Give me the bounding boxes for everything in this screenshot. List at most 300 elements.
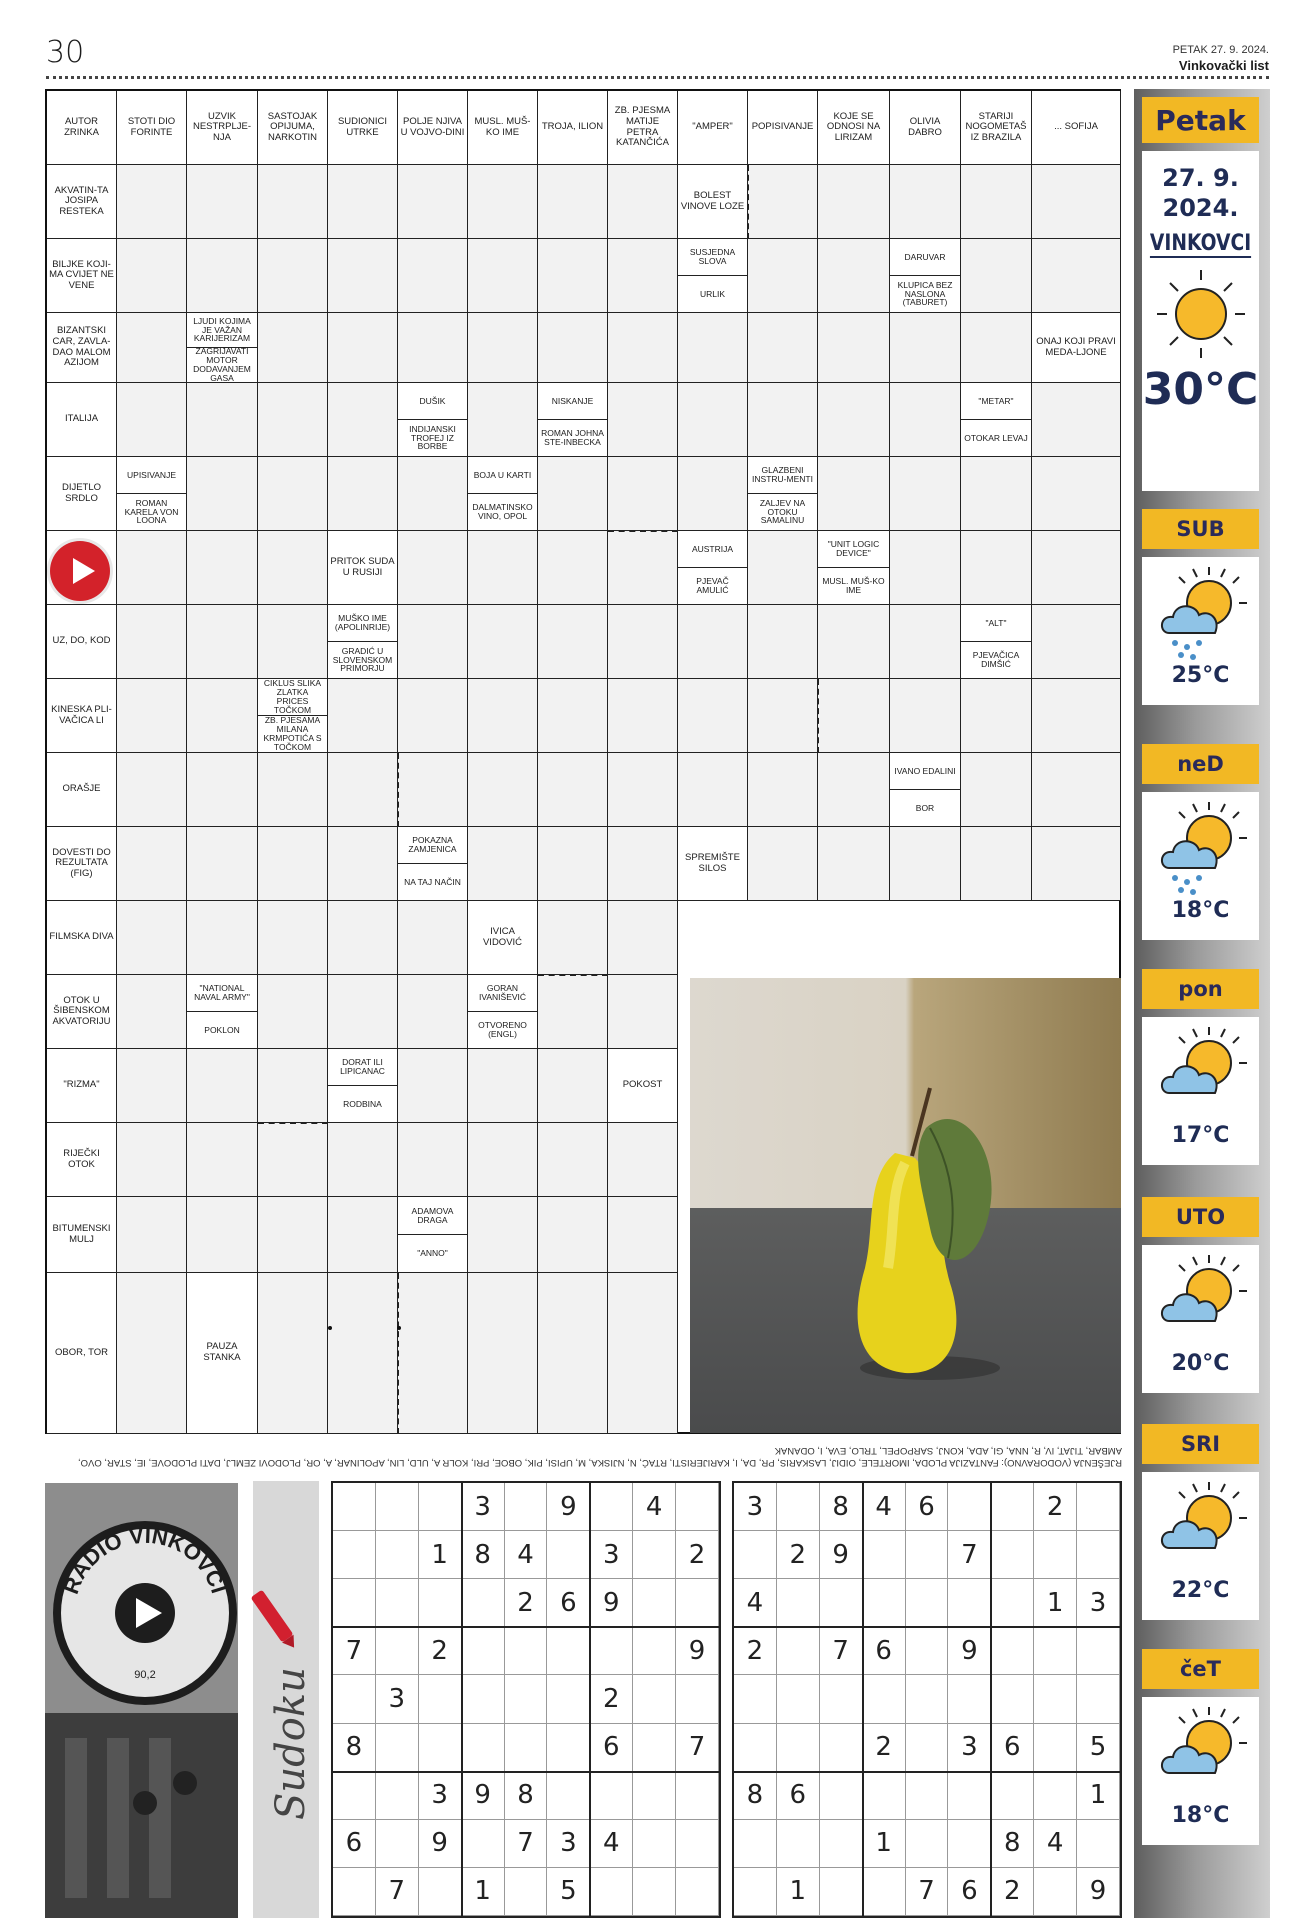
sudoku-cell[interactable] bbox=[777, 1820, 820, 1868]
answer-cell[interactable] bbox=[961, 827, 1032, 901]
sudoku-cell[interactable] bbox=[590, 1483, 633, 1531]
sudoku-cell[interactable] bbox=[462, 1627, 505, 1675]
answer-cell[interactable] bbox=[538, 165, 608, 239]
answer-cell[interactable] bbox=[818, 383, 890, 457]
sudoku-cell[interactable] bbox=[547, 1675, 590, 1723]
answer-cell[interactable] bbox=[117, 975, 187, 1049]
answer-cell[interactable] bbox=[538, 457, 608, 531]
sudoku-cell[interactable]: 1 bbox=[419, 1531, 462, 1579]
sudoku-cell[interactable] bbox=[419, 1483, 462, 1531]
answer-cell[interactable] bbox=[117, 753, 187, 827]
sudoku-cell[interactable]: 9 bbox=[820, 1531, 863, 1579]
sudoku-cell[interactable] bbox=[376, 1531, 419, 1579]
sudoku-cell[interactable] bbox=[419, 1868, 462, 1916]
answer-cell[interactable] bbox=[398, 753, 468, 827]
answer-cell[interactable] bbox=[890, 457, 961, 531]
sudoku-cell[interactable] bbox=[633, 1627, 676, 1675]
sudoku-cell[interactable]: 7 bbox=[948, 1531, 991, 1579]
sudoku-cell[interactable]: 9 bbox=[547, 1483, 590, 1531]
answer-cell[interactable] bbox=[538, 1197, 608, 1273]
sudoku-cell[interactable]: 6 bbox=[906, 1483, 949, 1531]
sudoku-cell[interactable] bbox=[777, 1724, 820, 1772]
answer-cell[interactable] bbox=[398, 1273, 468, 1434]
sudoku-cell[interactable] bbox=[547, 1724, 590, 1772]
answer-cell[interactable] bbox=[187, 239, 258, 313]
sudoku-cell[interactable] bbox=[633, 1531, 676, 1579]
answer-cell[interactable] bbox=[890, 165, 961, 239]
answer-cell[interactable] bbox=[538, 531, 608, 605]
answer-cell[interactable] bbox=[328, 313, 398, 383]
sudoku-cell[interactable] bbox=[333, 1483, 376, 1531]
answer-cell[interactable] bbox=[258, 1273, 328, 1434]
answer-cell[interactable] bbox=[468, 239, 538, 313]
answer-cell[interactable] bbox=[538, 753, 608, 827]
sudoku-cell[interactable] bbox=[505, 1868, 548, 1916]
answer-cell[interactable] bbox=[398, 239, 468, 313]
sudoku-cell[interactable] bbox=[906, 1820, 949, 1868]
answer-cell[interactable] bbox=[1032, 457, 1121, 531]
sudoku-cell[interactable]: 9 bbox=[948, 1627, 991, 1675]
sudoku-cell[interactable]: 3 bbox=[376, 1675, 419, 1723]
answer-cell[interactable] bbox=[608, 901, 678, 975]
sudoku-cell[interactable] bbox=[991, 1579, 1034, 1627]
sudoku-cell[interactable]: 1 bbox=[1077, 1772, 1120, 1820]
sudoku-cell[interactable] bbox=[590, 1627, 633, 1675]
answer-cell[interactable] bbox=[258, 605, 328, 679]
answer-cell[interactable] bbox=[187, 531, 258, 605]
sudoku-cell[interactable]: 3 bbox=[948, 1724, 991, 1772]
answer-cell[interactable] bbox=[748, 827, 818, 901]
answer-cell[interactable] bbox=[748, 165, 818, 239]
sudoku-cell[interactable] bbox=[333, 1675, 376, 1723]
sudoku-cell[interactable] bbox=[906, 1579, 949, 1627]
answer-cell[interactable] bbox=[678, 313, 748, 383]
answer-cell[interactable] bbox=[117, 827, 187, 901]
sudoku-cell[interactable] bbox=[547, 1627, 590, 1675]
answer-cell[interactable] bbox=[398, 605, 468, 679]
sudoku-cell[interactable] bbox=[820, 1772, 863, 1820]
sudoku-cell[interactable] bbox=[376, 1483, 419, 1531]
answer-cell[interactable] bbox=[818, 313, 890, 383]
sudoku-cell[interactable] bbox=[376, 1627, 419, 1675]
sudoku-cell[interactable]: 3 bbox=[547, 1820, 590, 1868]
answer-cell[interactable] bbox=[398, 1049, 468, 1123]
sudoku-cell[interactable] bbox=[676, 1675, 719, 1723]
answer-cell[interactable] bbox=[468, 313, 538, 383]
sudoku-cell[interactable] bbox=[1077, 1531, 1120, 1579]
sudoku-cell[interactable] bbox=[633, 1820, 676, 1868]
sudoku-cell[interactable]: 8 bbox=[734, 1772, 777, 1820]
sudoku-cell[interactable] bbox=[1034, 1772, 1077, 1820]
sudoku-cell[interactable]: 8 bbox=[991, 1820, 1034, 1868]
sudoku-cell[interactable] bbox=[991, 1627, 1034, 1675]
sudoku-cell[interactable]: 3 bbox=[590, 1531, 633, 1579]
answer-cell[interactable] bbox=[468, 165, 538, 239]
answer-cell[interactable] bbox=[818, 239, 890, 313]
sudoku-cell[interactable]: 1 bbox=[863, 1820, 906, 1868]
sudoku-cell[interactable] bbox=[1034, 1675, 1077, 1723]
sudoku-cell[interactable] bbox=[777, 1675, 820, 1723]
sudoku-cell[interactable] bbox=[633, 1868, 676, 1916]
sudoku-cell[interactable] bbox=[633, 1675, 676, 1723]
sudoku-cell[interactable] bbox=[676, 1868, 719, 1916]
sudoku-cell[interactable] bbox=[333, 1772, 376, 1820]
sudoku-cell[interactable] bbox=[906, 1724, 949, 1772]
sudoku-cell[interactable] bbox=[1034, 1531, 1077, 1579]
answer-cell[interactable] bbox=[1032, 605, 1121, 679]
answer-cell[interactable] bbox=[608, 1123, 678, 1197]
sudoku-cell[interactable] bbox=[820, 1724, 863, 1772]
answer-cell[interactable] bbox=[1032, 827, 1121, 901]
sudoku-cell[interactable]: 7 bbox=[906, 1868, 949, 1916]
sudoku-cell[interactable] bbox=[734, 1820, 777, 1868]
answer-cell[interactable] bbox=[398, 679, 468, 753]
answer-cell[interactable] bbox=[608, 383, 678, 457]
answer-cell[interactable] bbox=[258, 1049, 328, 1123]
answer-cell[interactable] bbox=[748, 679, 818, 753]
answer-cell[interactable] bbox=[818, 165, 890, 239]
sudoku-cell[interactable] bbox=[820, 1579, 863, 1627]
answer-cell[interactable] bbox=[398, 313, 468, 383]
answer-cell[interactable] bbox=[258, 313, 328, 383]
sudoku-cell[interactable] bbox=[376, 1772, 419, 1820]
sudoku-cell[interactable]: 4 bbox=[505, 1531, 548, 1579]
sudoku-cell[interactable]: 9 bbox=[462, 1772, 505, 1820]
sudoku-cell[interactable] bbox=[734, 1675, 777, 1723]
answer-cell[interactable] bbox=[1032, 165, 1121, 239]
sudoku-cell[interactable]: 7 bbox=[505, 1820, 548, 1868]
sudoku-cell[interactable]: 1 bbox=[1034, 1579, 1077, 1627]
sudoku-cell[interactable]: 6 bbox=[948, 1868, 991, 1916]
sudoku-cell[interactable] bbox=[633, 1579, 676, 1627]
sudoku-cell[interactable] bbox=[991, 1675, 1034, 1723]
sudoku-cell[interactable] bbox=[547, 1772, 590, 1820]
sudoku-cell[interactable] bbox=[1077, 1820, 1120, 1868]
sudoku-cell[interactable] bbox=[863, 1772, 906, 1820]
answer-cell[interactable] bbox=[608, 531, 678, 605]
sudoku-cell[interactable]: 6 bbox=[863, 1627, 906, 1675]
answer-cell[interactable] bbox=[187, 165, 258, 239]
answer-cell[interactable] bbox=[328, 679, 398, 753]
answer-cell[interactable] bbox=[538, 975, 608, 1049]
answer-cell[interactable] bbox=[961, 457, 1032, 531]
answer-cell[interactable] bbox=[328, 239, 398, 313]
answer-cell[interactable] bbox=[818, 679, 890, 753]
answer-cell[interactable] bbox=[187, 753, 258, 827]
sudoku-cell[interactable]: 7 bbox=[820, 1627, 863, 1675]
answer-cell[interactable] bbox=[608, 679, 678, 753]
answer-cell[interactable] bbox=[961, 165, 1032, 239]
answer-cell[interactable] bbox=[748, 313, 818, 383]
answer-cell[interactable] bbox=[328, 457, 398, 531]
sudoku-cell[interactable]: 4 bbox=[863, 1483, 906, 1531]
answer-cell[interactable] bbox=[258, 753, 328, 827]
answer-cell[interactable] bbox=[468, 605, 538, 679]
answer-cell[interactable] bbox=[1032, 753, 1121, 827]
answer-cell[interactable] bbox=[538, 679, 608, 753]
answer-cell[interactable] bbox=[538, 1123, 608, 1197]
sudoku-cell[interactable] bbox=[948, 1772, 991, 1820]
answer-cell[interactable] bbox=[258, 975, 328, 1049]
answer-cell[interactable] bbox=[187, 383, 258, 457]
sudoku-cell[interactable]: 2 bbox=[1034, 1483, 1077, 1531]
answer-cell[interactable] bbox=[608, 753, 678, 827]
sudoku-cell[interactable]: 9 bbox=[676, 1627, 719, 1675]
sudoku-cell[interactable]: 3 bbox=[734, 1483, 777, 1531]
sudoku-cell[interactable] bbox=[376, 1820, 419, 1868]
answer-cell[interactable] bbox=[398, 1123, 468, 1197]
answer-cell[interactable] bbox=[328, 165, 398, 239]
sudoku-cell[interactable]: 8 bbox=[505, 1772, 548, 1820]
answer-cell[interactable] bbox=[538, 239, 608, 313]
answer-cell[interactable] bbox=[117, 383, 187, 457]
sudoku-cell[interactable] bbox=[777, 1579, 820, 1627]
answer-cell[interactable] bbox=[398, 901, 468, 975]
answer-cell[interactable] bbox=[117, 239, 187, 313]
answer-cell[interactable] bbox=[398, 975, 468, 1049]
answer-cell[interactable] bbox=[328, 1273, 398, 1434]
sudoku-cell[interactable] bbox=[948, 1820, 991, 1868]
answer-cell[interactable] bbox=[468, 679, 538, 753]
answer-cell[interactable] bbox=[187, 679, 258, 753]
answer-cell[interactable] bbox=[1032, 239, 1121, 313]
sudoku-cell[interactable]: 3 bbox=[419, 1772, 462, 1820]
sudoku-cell[interactable] bbox=[547, 1531, 590, 1579]
sudoku-cell[interactable]: 2 bbox=[863, 1724, 906, 1772]
sudoku-cell[interactable] bbox=[991, 1483, 1034, 1531]
answer-cell[interactable] bbox=[608, 313, 678, 383]
answer-cell[interactable] bbox=[538, 605, 608, 679]
sudoku-cell[interactable]: 4 bbox=[633, 1483, 676, 1531]
sudoku-cell[interactable] bbox=[1077, 1627, 1120, 1675]
sudoku-cell[interactable]: 9 bbox=[590, 1579, 633, 1627]
answer-cell[interactable] bbox=[328, 753, 398, 827]
sudoku-cell[interactable] bbox=[863, 1531, 906, 1579]
sudoku-cell[interactable]: 9 bbox=[419, 1820, 462, 1868]
answer-cell[interactable] bbox=[961, 531, 1032, 605]
sudoku-cell[interactable] bbox=[1077, 1675, 1120, 1723]
sudoku-cell[interactable]: 2 bbox=[734, 1627, 777, 1675]
answer-cell[interactable] bbox=[328, 1123, 398, 1197]
answer-cell[interactable] bbox=[818, 605, 890, 679]
answer-cell[interactable] bbox=[468, 531, 538, 605]
sudoku-cell[interactable]: 3 bbox=[462, 1483, 505, 1531]
sudoku-cell[interactable] bbox=[462, 1724, 505, 1772]
sudoku-cell[interactable]: 2 bbox=[590, 1675, 633, 1723]
sudoku-cell[interactable] bbox=[906, 1772, 949, 1820]
sudoku-cell[interactable] bbox=[505, 1724, 548, 1772]
sudoku-cell[interactable]: 9 bbox=[1077, 1868, 1120, 1916]
sudoku-cell[interactable] bbox=[1034, 1868, 1077, 1916]
answer-cell[interactable] bbox=[117, 679, 187, 753]
sudoku-cell[interactable] bbox=[991, 1772, 1034, 1820]
sudoku-cell[interactable] bbox=[863, 1868, 906, 1916]
sudoku-cell[interactable] bbox=[676, 1579, 719, 1627]
answer-cell[interactable] bbox=[1032, 383, 1121, 457]
sudoku-cell[interactable] bbox=[333, 1868, 376, 1916]
answer-cell[interactable] bbox=[258, 827, 328, 901]
sudoku-cell[interactable]: 1 bbox=[777, 1868, 820, 1916]
sudoku-cell[interactable] bbox=[590, 1868, 633, 1916]
sudoku-cell[interactable] bbox=[676, 1820, 719, 1868]
sudoku-cell[interactable] bbox=[462, 1675, 505, 1723]
answer-cell[interactable] bbox=[187, 827, 258, 901]
answer-cell[interactable] bbox=[608, 1197, 678, 1273]
sudoku-cell[interactable]: 2 bbox=[676, 1531, 719, 1579]
answer-cell[interactable] bbox=[748, 383, 818, 457]
answer-cell[interactable] bbox=[258, 165, 328, 239]
answer-cell[interactable] bbox=[328, 1197, 398, 1273]
answer-cell[interactable] bbox=[890, 605, 961, 679]
answer-cell[interactable] bbox=[187, 1123, 258, 1197]
sudoku-cell[interactable]: 7 bbox=[333, 1627, 376, 1675]
sudoku-cell[interactable] bbox=[948, 1579, 991, 1627]
answer-cell[interactable] bbox=[678, 679, 748, 753]
answer-cell[interactable] bbox=[468, 1197, 538, 1273]
answer-cell[interactable] bbox=[608, 1273, 678, 1434]
sudoku-cell[interactable]: 6 bbox=[333, 1820, 376, 1868]
answer-cell[interactable] bbox=[748, 753, 818, 827]
answer-cell[interactable] bbox=[818, 753, 890, 827]
answer-cell[interactable] bbox=[608, 827, 678, 901]
answer-cell[interactable] bbox=[961, 239, 1032, 313]
answer-cell[interactable] bbox=[468, 1273, 538, 1434]
answer-cell[interactable] bbox=[1032, 531, 1121, 605]
answer-cell[interactable] bbox=[258, 239, 328, 313]
answer-cell[interactable] bbox=[187, 901, 258, 975]
sudoku-cell[interactable] bbox=[1077, 1483, 1120, 1531]
answer-cell[interactable] bbox=[961, 679, 1032, 753]
sudoku-cell[interactable]: 7 bbox=[376, 1868, 419, 1916]
sudoku-cell[interactable] bbox=[820, 1868, 863, 1916]
sudoku-cell[interactable] bbox=[734, 1724, 777, 1772]
sudoku-cell[interactable] bbox=[820, 1675, 863, 1723]
sudoku-cell[interactable] bbox=[590, 1772, 633, 1820]
answer-cell[interactable] bbox=[328, 383, 398, 457]
sudoku-cell[interactable]: 2 bbox=[991, 1868, 1034, 1916]
sudoku-cell[interactable] bbox=[676, 1483, 719, 1531]
sudoku-cell[interactable] bbox=[419, 1579, 462, 1627]
answer-cell[interactable] bbox=[117, 313, 187, 383]
answer-cell[interactable] bbox=[117, 1123, 187, 1197]
answer-cell[interactable] bbox=[328, 827, 398, 901]
sudoku-cell[interactable] bbox=[948, 1675, 991, 1723]
sudoku-cell[interactable] bbox=[505, 1675, 548, 1723]
answer-cell[interactable] bbox=[258, 1197, 328, 1273]
answer-cell[interactable] bbox=[608, 605, 678, 679]
answer-cell[interactable] bbox=[468, 1123, 538, 1197]
sudoku-cell[interactable] bbox=[376, 1724, 419, 1772]
sudoku-cell[interactable] bbox=[419, 1724, 462, 1772]
answer-cell[interactable] bbox=[608, 165, 678, 239]
answer-cell[interactable] bbox=[961, 753, 1032, 827]
answer-cell[interactable] bbox=[258, 531, 328, 605]
answer-cell[interactable] bbox=[538, 313, 608, 383]
answer-cell[interactable] bbox=[538, 1273, 608, 1434]
sudoku-cell[interactable]: 7 bbox=[676, 1724, 719, 1772]
sudoku-cell[interactable] bbox=[734, 1868, 777, 1916]
sudoku-cell[interactable]: 6 bbox=[590, 1724, 633, 1772]
sudoku-cell[interactable]: 5 bbox=[1077, 1724, 1120, 1772]
answer-cell[interactable] bbox=[608, 457, 678, 531]
answer-cell[interactable] bbox=[890, 383, 961, 457]
answer-cell[interactable] bbox=[608, 239, 678, 313]
sudoku-cell[interactable]: 6 bbox=[991, 1724, 1034, 1772]
answer-cell[interactable] bbox=[468, 827, 538, 901]
answer-cell[interactable] bbox=[258, 901, 328, 975]
sudoku-cell[interactable] bbox=[505, 1483, 548, 1531]
sudoku-cell[interactable] bbox=[676, 1772, 719, 1820]
sudoku-cell[interactable]: 4 bbox=[1034, 1820, 1077, 1868]
sudoku-cell[interactable]: 4 bbox=[590, 1820, 633, 1868]
answer-cell[interactable] bbox=[678, 457, 748, 531]
sudoku-cell[interactable] bbox=[948, 1483, 991, 1531]
answer-cell[interactable] bbox=[187, 1197, 258, 1273]
sudoku-cell[interactable] bbox=[777, 1627, 820, 1675]
answer-cell[interactable] bbox=[117, 1197, 187, 1273]
answer-cell[interactable] bbox=[890, 531, 961, 605]
sudoku-cell[interactable] bbox=[333, 1579, 376, 1627]
answer-cell[interactable] bbox=[538, 1049, 608, 1123]
answer-cell[interactable] bbox=[678, 383, 748, 457]
sudoku-cell[interactable] bbox=[991, 1531, 1034, 1579]
sudoku-cell[interactable]: 8 bbox=[462, 1531, 505, 1579]
sudoku-cell[interactable]: 6 bbox=[777, 1772, 820, 1820]
sudoku-cell[interactable] bbox=[419, 1675, 462, 1723]
sudoku-cell[interactable]: 2 bbox=[777, 1531, 820, 1579]
answer-cell[interactable] bbox=[748, 531, 818, 605]
answer-cell[interactable] bbox=[398, 531, 468, 605]
answer-cell[interactable] bbox=[678, 605, 748, 679]
answer-cell[interactable] bbox=[468, 383, 538, 457]
sudoku-cell[interactable] bbox=[633, 1724, 676, 1772]
answer-cell[interactable] bbox=[258, 383, 328, 457]
answer-cell[interactable] bbox=[328, 975, 398, 1049]
sudoku-cell[interactable]: 1 bbox=[462, 1868, 505, 1916]
answer-cell[interactable] bbox=[187, 457, 258, 531]
answer-cell[interactable] bbox=[890, 679, 961, 753]
answer-cell[interactable] bbox=[258, 457, 328, 531]
sudoku-cell[interactable]: 8 bbox=[820, 1483, 863, 1531]
sudoku-cell[interactable]: 5 bbox=[547, 1868, 590, 1916]
sudoku-cell[interactable] bbox=[333, 1531, 376, 1579]
sudoku-cell[interactable] bbox=[863, 1579, 906, 1627]
answer-cell[interactable] bbox=[818, 457, 890, 531]
sudoku-cell[interactable] bbox=[505, 1627, 548, 1675]
sudoku-cell[interactable] bbox=[376, 1579, 419, 1627]
answer-cell[interactable] bbox=[258, 1123, 328, 1197]
answer-cell[interactable] bbox=[538, 827, 608, 901]
answer-cell[interactable] bbox=[538, 901, 608, 975]
sudoku-cell[interactable] bbox=[462, 1820, 505, 1868]
answer-cell[interactable] bbox=[117, 605, 187, 679]
sudoku-cell[interactable] bbox=[462, 1579, 505, 1627]
answer-cell[interactable] bbox=[961, 313, 1032, 383]
answer-cell[interactable] bbox=[398, 165, 468, 239]
sudoku-cell[interactable]: 6 bbox=[547, 1579, 590, 1627]
sudoku-cell[interactable] bbox=[906, 1675, 949, 1723]
sudoku-cell[interactable] bbox=[820, 1820, 863, 1868]
answer-cell[interactable] bbox=[468, 1049, 538, 1123]
sudoku-cell[interactable]: 4 bbox=[734, 1579, 777, 1627]
answer-cell[interactable] bbox=[117, 901, 187, 975]
answer-cell[interactable] bbox=[818, 827, 890, 901]
answer-cell[interactable] bbox=[187, 605, 258, 679]
sudoku-cell[interactable] bbox=[1034, 1627, 1077, 1675]
answer-cell[interactable] bbox=[1032, 679, 1121, 753]
answer-cell[interactable] bbox=[748, 239, 818, 313]
answer-cell[interactable] bbox=[117, 1049, 187, 1123]
